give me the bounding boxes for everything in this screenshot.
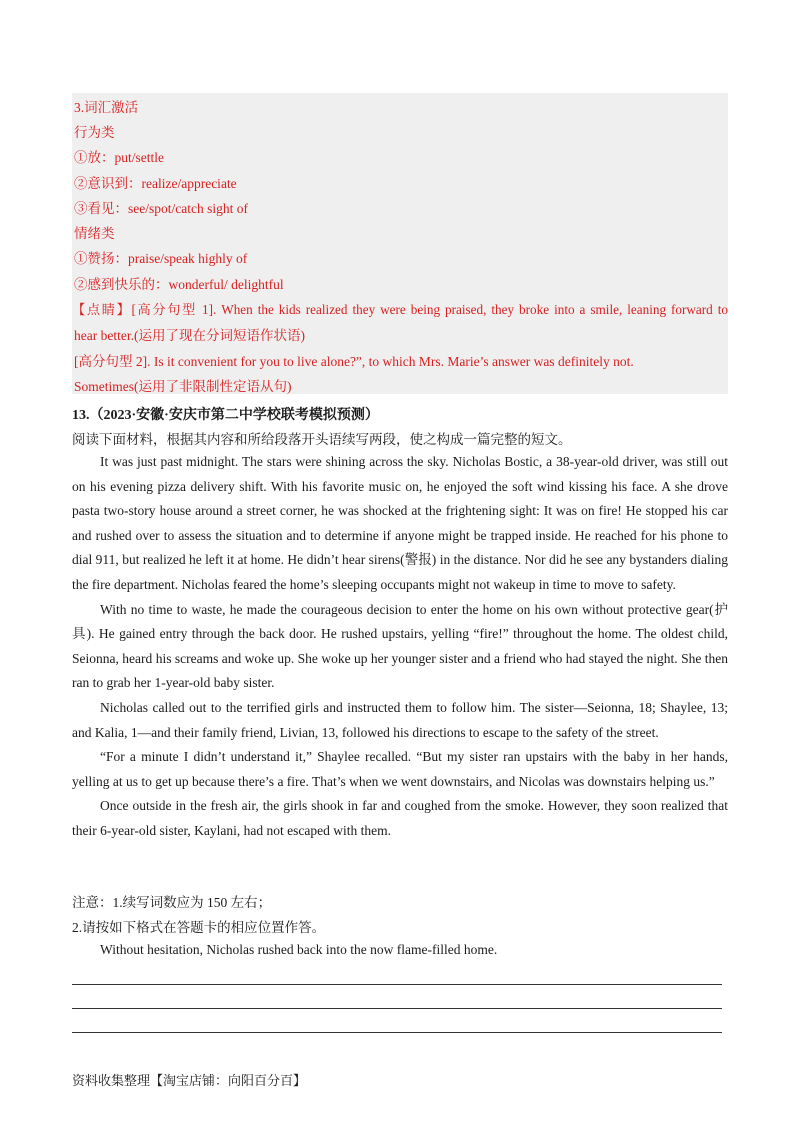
paragraph-4: “For a minute I didn’t understand it,” Shaylee recalled. “But my sister ran upstairs with the baby in her hands, yelling at us to get up because there’s a fire. That’s when we went downstairs, and Nicolas was downstairs helping us.” <box>72 749 728 789</box>
vocab-item: ①赞扬：praise/speak highly of <box>74 251 248 266</box>
paragraph-1: It was just past midnight. The stars were shining across the sky. Nicholas Bostic, a 38-year-old driver, was still out on his evening pizza delivery shift. With his favorite music on, he enjoyed the soft wind kissing his face. A she drove pasta two-story house around a street corner, he was shocked at the frightening sight: It was on fire! He stopped his car and rushed over to assess the situation and to determine if anyone might be trapped inside. He reached for his phone to dial 911, but realized he left it at home. He didn’t hear sirens(警报) in the distance. Nor did he see any bystanders dialing the fire department. Nicholas feared the home’s sleeping occupants might not wakeup in time to move to safety. <box>72 454 728 592</box>
paragraph-2: With no time to waste, he made the courageous decision to enter the home on his own without protective gear(护具). He gained entry through the back door. He rushed upstairs, yelling “fire!” throughout the home. The oldest child, Seionna, heard his screams and woke up. She woke up her younger sister and a friend who had stayed the night. She then ran to grab her 1-year-old baby sister. <box>72 601 728 691</box>
vocab-item: ②感到快乐的：wonderful/ delightful <box>74 277 284 292</box>
vocab-item: ②意识到：realize/appreciate <box>74 176 237 191</box>
answer-line <box>72 1008 722 1009</box>
note-2: 2.请按如下格式在答题卡的相应位置作答。 <box>72 920 326 935</box>
vocab-item: ③看见：see/spot/catch sight of <box>74 201 248 216</box>
passage <box>72 450 728 844</box>
vocab-item: ①放：put/settle <box>74 150 164 165</box>
category-emotion: 情绪类 <box>74 226 115 241</box>
tip-line: hear better.(运用了现在分词短语作状语) <box>74 328 305 343</box>
vocabulary-box <box>72 93 728 394</box>
paragraph-5: Once outside in the fresh air, the girls shook in far and coughed from the smoke. However, they soon realized that their 6-year-old sister, Kaylani, had not escaped with them. <box>72 798 728 838</box>
paragraph-3: Nicholas called out to the terrified girls and instructed them to follow him. The sister—Seionna, 18; Shaylee, 13; and Kalia, 1—and their family friend, Livian, 13, followed his directions to escape to the safety of the street. <box>72 699 728 740</box>
note-1: 注意：1.续写词数应为 150 左右； <box>72 895 272 910</box>
category-behavior: 行为类 <box>74 125 115 140</box>
answer-line <box>72 1032 722 1033</box>
tip-line: 【点睛】[高分句型 1]. When the kids realized they were being praised, they broke into a smile, leaning forward to <box>72 302 728 317</box>
answer-line <box>72 984 722 985</box>
instruction: 阅读下面材料，根据其内容和所给段落开头语续写两段，使之构成一篇完整的短文。 <box>72 432 572 447</box>
question-header: 13.（2023·安徽·安庆市第二中学校联考模拟预测） <box>72 408 379 423</box>
vocab-heading: 3.词汇激活 <box>74 100 139 115</box>
continuation-starter: Without hesitation, Nicholas rushed back into the now flame-filled home. <box>100 942 498 957</box>
tip-line: [高分句型 2]. Is it convenient for you to live alone?”, to which Mrs. Marie’s answer was definitely not. <box>74 354 634 369</box>
footer-source: 资料收集整理【淘宝店铺：向阳百分百】 <box>72 1073 307 1088</box>
tip-line: Sometimes(运用了非限制性定语从句) <box>74 379 292 394</box>
